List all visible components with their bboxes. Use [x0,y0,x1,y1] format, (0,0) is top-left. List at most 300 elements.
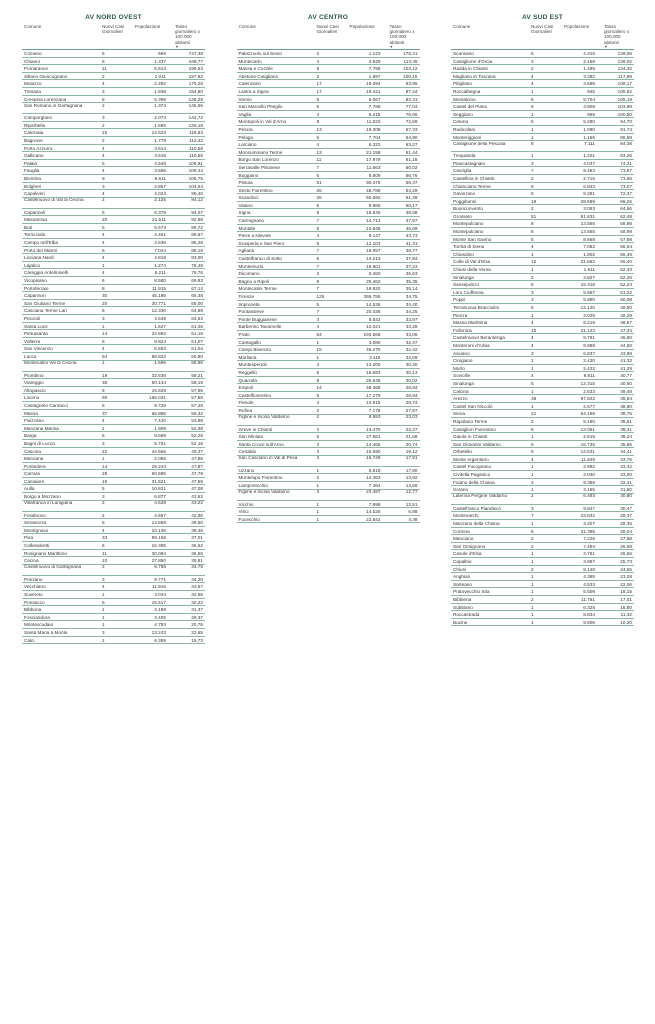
table-row [237,407,420,415]
table-row [22,216,205,224]
header-tasso[interactable]: Tasso giornaliero x 100.000 abitanti ▼ [384,24,420,49]
cell-popolazione: 2.577 [583,403,595,409]
table-row [22,103,205,114]
cell-comune: Montespertoli [238,362,267,368]
cell-comune: Borgo a Mozzano [24,494,61,500]
cell-comune: Asciano [453,350,470,356]
cell-popolazione: 7.758 [368,66,381,72]
cell-popolazione: 23.497 [366,489,381,495]
table-row [22,80,205,88]
table-row [451,418,634,426]
cell-popolazione: 17.979 [366,157,381,163]
cell-nuovi-casi: 4 [316,58,320,64]
table-row [451,175,634,183]
cell-comune: Cinigiano [453,358,473,364]
cell-popolazione: 48.368 [366,385,381,391]
cell-nuovi-casi: 2 [531,566,534,572]
cell-nuovi-casi: 1 [531,472,534,478]
cell-tasso: 24,55 [620,566,632,572]
cell-tasso: 72,58 [405,119,418,125]
header-comune[interactable]: Comune [453,24,471,29]
table-row [22,485,205,493]
cell-comune: Castagneto Carducci [24,402,68,408]
cell-comune: Cascina [24,448,41,454]
cell-nuovi-casi: 33 [102,535,108,541]
cell-tasso: 33,76 [620,456,632,462]
header-comune[interactable]: Comune [238,24,256,29]
table-row [22,387,205,395]
sort-down-icon[interactable]: ▼ [604,44,608,49]
table-row [451,190,634,198]
cell-popolazione: 4.549 [154,160,166,166]
cell-comune: Siena [453,411,465,417]
cell-tasso: 50,17 [405,202,418,208]
cell-comune: Riparbella [24,122,46,128]
cell-tasso: 52,25 [191,433,203,439]
cell-comune: Pitigliano [453,81,473,87]
cell-popolazione: 81.631 [580,213,595,219]
cell-nuovi-casi: 8 [316,119,320,125]
table-row [451,258,634,266]
cell-tasso: 66,25 [620,198,632,204]
cell-popolazione: 6.378 [154,209,166,215]
cell-comune: Buonconvento [453,206,483,212]
cell-nuovi-casi: 1 [102,323,105,329]
table-row [451,73,634,81]
cell-comune: Montalcino [453,96,476,102]
cell-popolazione: 945 [587,88,595,94]
cell-comune: Magliano in Toscana [453,73,496,79]
cell-tasso: 56,37 [405,180,418,186]
table-row [22,338,205,346]
cell-comune: Greve in Chianti [238,426,273,432]
cell-popolazione: 1.155 [583,134,595,140]
table-row [22,372,205,380]
cell-tasso: 73,07 [620,183,632,189]
table-row [22,183,205,191]
cell-nuovi-casi: 2 [531,536,534,542]
cell-comune: Volterra [24,338,41,344]
cell-tasso: 51,39 [405,195,418,201]
cell-comune: Vaiano [238,202,253,208]
table-row [237,232,420,240]
cell-tasso: 139,05 [617,51,632,56]
cell-popolazione: 3.655 [154,168,166,174]
cell-comune: Porto Azzurro [24,145,53,151]
cell-nuovi-casi: 15 [316,347,322,353]
cell-tasso: 86,28 [191,240,203,246]
table-row [22,440,205,448]
cell-comune: Calci [24,637,35,643]
cell-nuovi-casi: 1 [531,388,534,394]
cell-nuovi-casi: 4 [531,320,534,326]
cell-tasso: 25,73 [620,559,632,564]
cell-nuovi-casi: 1 [531,434,534,440]
cell-popolazione: 4.037 [583,160,595,166]
cell-nuovi-casi: 2 [531,493,534,499]
cell-comune: Signa [238,210,251,216]
table-row [451,410,634,418]
table-row [237,134,420,142]
table-row [237,278,420,286]
cell-nuovi-casi: 1 [102,456,105,462]
cell-comune: San Romano in Garfagnana [24,103,83,108]
cell-popolazione: 5.280 [583,119,595,125]
cell-nuovi-casi: 4 [316,233,320,239]
cell-tasso: 47,08 [191,486,203,492]
cell-nuovi-casi: 5 [316,134,320,140]
cell-nuovi-casi: 5 [102,433,105,439]
table-row [22,269,205,277]
cell-tasso: 197,82 [188,73,203,79]
cell-popolazione: 8.148 [583,566,595,572]
table-row [451,403,634,411]
table-row [22,50,205,58]
cell-nuovi-casi: 1 [102,607,105,613]
cell-popolazione: 6.553 [154,346,166,352]
cell-comune: Serravalle Pistoiese [238,164,280,170]
cell-comune: Sorano [453,487,469,493]
header-nuovi-casi[interactable]: Nuovi Casi Giornalieri [531,24,554,35]
cell-comune: Scansano [453,51,474,56]
cell-tasso: 47,59 [191,478,203,484]
cell-popolazione: 27.681 [366,434,381,440]
table-row [237,172,420,180]
cell-comune: Seggiano [453,111,473,117]
cell-popolazione: 13.213 [366,256,381,262]
table-row [237,308,420,316]
table-row [237,316,420,324]
cell-nuovi-casi: 7 [531,168,534,174]
cell-popolazione: 5.857 [583,289,595,295]
cell-nuovi-casi: 3 [531,479,534,485]
cell-nuovi-casi: 21 [531,411,537,417]
cell-popolazione: 2.533 [583,388,595,394]
cell-tasso: 33,97 [405,316,418,322]
cell-comune: Civitella Paganico [453,472,491,478]
cell-comune: Cetona [453,119,469,125]
cell-tasso: 105,82 [617,88,632,94]
cell-tasso: 42,95 [191,512,203,518]
cell-comune: Palaia [24,160,38,166]
cell-popolazione: 1.585 [154,122,166,128]
table-row [237,392,420,400]
cell-nuovi-casi: 22 [102,448,108,454]
cell-comune: Monte San Savino [453,236,492,242]
cell-nuovi-casi: 4 [102,145,105,151]
table-row [22,591,205,599]
cell-popolazione: 8.809 [368,172,381,178]
table-row [451,65,634,73]
table-row [451,251,634,259]
cell-tasso: 28,94 [405,392,418,398]
cell-comune: Montale [238,225,256,231]
header-popolazione[interactable]: Popolazione [564,24,590,29]
cell-comune: Casciana Terme Lari [24,308,67,314]
cell-popolazione: 30.084 [151,550,166,556]
table-row [451,342,634,350]
cell-tasso: 55,49 [620,251,632,257]
cell-popolazione: 16.385 [151,543,166,549]
table-row [237,156,420,164]
cell-nuovi-casi: 20 [102,300,108,306]
cell-comune: Lajatico [24,262,41,268]
table-row [237,217,420,225]
cell-popolazione: 1.802 [583,251,595,257]
cell-tasso: 103,99 [617,104,632,110]
cell-nuovi-casi: 4 [531,373,534,379]
cell-nuovi-casi: 6 [531,528,534,534]
cell-comune: Ponzano [24,576,43,582]
cell-popolazione: 156.031 [149,395,166,401]
cell-nuovi-casi: 5 [316,96,320,102]
cell-tasso: 105,75 [188,175,203,181]
cell-comune: Scandicci [238,195,259,201]
cell-popolazione: 193.568 [363,331,381,337]
table-row [451,486,634,494]
cell-nuovi-casi: 7 [316,218,320,224]
table-row [237,149,420,157]
table-row [22,519,205,527]
cell-popolazione: 1.779 [154,137,166,143]
cell-tasso: 57,96 [191,387,203,393]
header-popolazione[interactable]: Popolazione [349,24,375,29]
cell-comune: Lastra a Signa [238,88,269,94]
cell-tasso: 52,26 [620,274,632,280]
table-row [237,194,420,202]
cell-nuovi-casi: 4 [316,142,320,148]
cell-tasso: 61,16 [191,331,203,337]
table-row [451,183,634,191]
table-row [22,493,205,501]
header-tasso[interactable]: Tasso giornaliero x 100.000 abitanti ▼ [169,24,205,49]
cell-nuovi-casi: 2 [316,73,320,79]
sort-down-icon[interactable]: ▼ [389,44,394,49]
table-row [451,581,634,589]
cell-nuovi-casi: 4 [316,111,320,117]
cell-comune: Rufina [238,407,253,413]
table-row [451,479,634,487]
cell-popolazione: 60.144 [151,380,166,386]
table-row [451,327,634,335]
table-row [451,380,634,388]
cell-popolazione: 15.517 [151,599,166,605]
cell-tasso: 448,77 [188,58,203,64]
cell-comune: Cecina [24,558,39,564]
cell-nuovi-casi: 2 [316,271,320,277]
table-row [451,103,634,111]
cell-comune: Pontedera [24,463,46,469]
cell-comune: Collesalvetti [24,543,50,549]
table-row [237,346,420,354]
table-row [451,350,634,358]
cell-tasso: 32,47 [405,339,418,345]
cell-popolazione: 13.565 [580,221,595,227]
cell-popolazione: 5.704 [583,96,595,102]
cell-tasso: 50,08 [620,297,632,303]
cell-nuovi-casi: 4 [102,346,105,352]
cell-comune: Porto dei Marmi [24,247,58,253]
cell-popolazione: 7.364 [368,483,381,489]
cell-popolazione: 7.062 [583,244,595,250]
cell-tasso: 94,70 [620,119,632,125]
table-row [237,240,420,248]
cell-comune: Radicofani [453,126,476,132]
table-header [22,24,205,50]
cell-nuovi-casi: 6 [102,58,105,64]
header-popolazione[interactable]: Popolazione [135,24,161,29]
cell-comune: Vaglia [238,111,252,117]
cell-popolazione: 10.621 [151,486,166,492]
cell-comune: Lucca [24,353,37,359]
cell-nuovi-casi: 5 [531,119,534,125]
cell-comune: Foiano della Chiana [453,479,495,485]
cell-popolazione: 13.051 [580,426,595,432]
table-row [22,307,205,315]
cell-nuovi-casi: 2 [102,197,105,203]
cell-nuovi-casi: 4 [531,342,534,348]
cell-popolazione: 9.824 [154,338,166,344]
cell-tasso: 145,56 [188,102,203,108]
header-comune[interactable]: Comune [24,24,42,29]
cell-popolazione: 5.460 [368,271,381,277]
cell-tasso: 76,76 [191,270,203,276]
cell-tasso: 61,07 [191,338,203,344]
cell-tasso: 52,38 [191,425,203,431]
table-row [451,566,634,574]
table-row [451,520,634,528]
header-nuovi-casi[interactable]: Nuovi Casi Giornalieri [102,24,125,35]
cell-nuovi-casi: 1 [102,637,105,643]
cell-popolazione: 3.030 [583,472,595,478]
cell-popolazione: 4.819 [154,255,166,261]
cell-nuovi-casi: 4 [102,527,105,533]
table-row [22,353,205,361]
cell-nuovi-casi: 14 [102,331,108,337]
cell-popolazione: 10.848 [366,225,381,231]
cell-nuovi-casi: 6 [316,434,320,440]
table-row [451,118,634,126]
cell-comune: Chiusi [453,566,467,572]
table-row [451,558,634,566]
cell-comune: Chiusdino [453,251,474,257]
table-row [22,73,205,81]
cell-popolazione: 27.850 [151,558,166,564]
cell-tasso: 40,77 [620,373,632,379]
cell-popolazione: 3.392 [583,73,595,79]
cell-tasso: 41,29 [620,365,632,371]
cell-nuovi-casi: 4 [102,584,105,590]
cell-popolazione: 8.683 [368,414,381,420]
cell-popolazione: 6.493 [583,493,595,499]
cell-comune: Vecchiano [24,584,46,590]
cell-comune: Loro Ciuffenna [453,289,484,295]
cell-nuovi-casi: 1 [531,589,534,595]
cell-popolazione: 90.475 [366,180,381,186]
table-row [451,550,634,558]
cell-comune: Rosignano Marittimo [24,550,67,556]
cell-comune: Manciano [453,536,474,542]
cell-comune: San Marcello Piteglio [238,104,283,110]
cell-popolazione: 3.405 [154,614,166,620]
table-row [451,167,634,175]
sort-down-icon[interactable]: ▼ [175,44,179,49]
header-tasso[interactable]: Tasso giornaliero x 100.000 abitanti ▼ [598,24,634,49]
table-row [237,490,420,501]
cell-tasso: 29,37 [191,614,203,620]
cell-nuovi-casi: 5 [102,520,105,526]
cell-nuovi-casi: 3 [316,449,320,455]
cell-tasso: 55,40 [620,259,632,265]
cell-popolazione: 2.715 [583,175,595,181]
cell-popolazione: 32.638 [151,372,166,378]
table-row [22,262,205,270]
cell-popolazione: 5.218 [368,111,381,117]
cell-comune: Castiglione della Pescaia [453,141,506,146]
table-row [22,417,205,425]
cell-popolazione: 3.407 [583,521,595,527]
cell-comune: Poppi [453,297,465,303]
header-nuovi-casi[interactable]: Nuovi Casi Giornalieri [316,24,339,35]
cell-comune: Crespina Lorenzana [24,96,67,102]
cell-popolazione: 11.022 [366,119,381,125]
cell-tasso: 26,69 [620,543,632,549]
cell-popolazione: 8.668 [583,236,595,242]
table-row [451,441,634,449]
cell-nuovi-casi: 4 [531,81,534,87]
cell-comune: Fiesole [238,400,254,406]
cell-nuovi-casi: 2 [316,414,320,420]
cell-popolazione: 11.663 [366,164,381,170]
cell-tasso: 46,09 [405,225,418,231]
table-row [237,263,420,271]
table-row [451,494,634,505]
cell-tasso: 30,13 [405,369,418,375]
cell-nuovi-casi: 1 [316,339,320,345]
cell-popolazione: 13.565 [580,229,595,235]
cell-nuovi-casi: 3 [531,289,534,295]
cell-tasso: 43,62 [191,494,203,500]
cell-tasso: 38,24 [620,434,632,440]
region-title: AV CENTRO [307,14,349,21]
cell-tasso: 104,64 [188,183,203,189]
cell-comune: Licciana Nardi [24,255,54,261]
cell-popolazione: 1.201 [583,153,595,159]
region-title: AV NORD OVEST [85,14,142,21]
cell-comune: Massa e Cozzile [238,66,273,72]
cell-popolazione: 12.103 [366,240,381,246]
cell-comune: Tresana [24,88,42,94]
cell-comune: Firenze [238,294,255,299]
cell-tasso: 58,98 [620,221,632,227]
table-row [451,596,634,604]
cell-tasso: 30,47 [620,505,632,511]
cell-popolazione: 8.291 [583,191,595,197]
cell-comune: Bientina [24,175,41,181]
cell-nuovi-casi: 2 [531,206,534,212]
cell-tasso: 35,14 [405,286,418,292]
cell-tasso: 47,79 [191,471,203,477]
cell-comune: Vernio [238,96,252,102]
table-row [451,304,634,312]
cell-comune: Montignoso [24,527,49,533]
cell-nuovi-casi: 1 [531,312,534,318]
cell-popolazione: 9.806 [583,619,595,625]
cell-nuovi-casi: 6 [531,96,534,102]
cell-popolazione: 7.178 [368,407,381,413]
table-row [22,345,205,353]
cell-nuovi-casi: 1 [102,262,105,268]
